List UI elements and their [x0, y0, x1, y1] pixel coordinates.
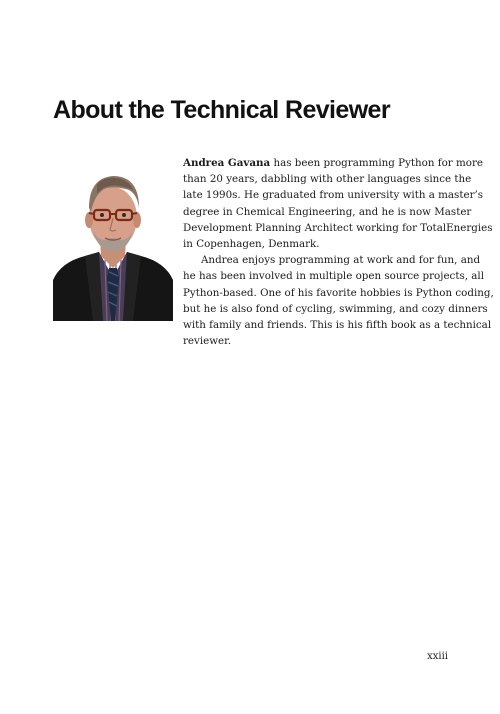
bio-line: than 20 years, dabbling with other languages since the	[183, 173, 472, 186]
bio-line: Development Planning Architect working for TotalEnergies	[183, 221, 493, 234]
bio-line: degree in Chemical Engineering, and he is now Master	[183, 205, 472, 218]
reviewer-name: Andrea Gavana	[183, 157, 271, 169]
page-number: xxiii	[427, 651, 448, 662]
chapter-title: About the Technical Reviewer	[53, 96, 390, 124]
bio-line: Andrea enjoys programming at work and for fun, and	[201, 254, 481, 267]
bio-line: but he is also fond of cycling, swimming, and cozy dinners	[183, 302, 488, 315]
bio-line: in Copenhagen, Denmark.	[183, 238, 320, 251]
reviewer-photo	[53, 160, 173, 321]
bio-paragraph-2	[183, 252, 494, 349]
bio-line: Andrea Gavana has been programming Python for more	[183, 157, 483, 169]
reviewer-bio	[183, 155, 494, 349]
bio-line: late 1990s. He graduated from university with a master’s	[183, 189, 484, 202]
bio-line: he has been involved in multiple open source projects, all	[183, 270, 485, 283]
bio-line: Python-based. One of his favorite hobbies is Python coding,	[183, 286, 494, 299]
bio-line: with family and friends. This is his fifth book as a technical	[183, 319, 492, 332]
bio-paragraph-1	[183, 155, 493, 252]
bio-line: reviewer.	[183, 335, 232, 348]
